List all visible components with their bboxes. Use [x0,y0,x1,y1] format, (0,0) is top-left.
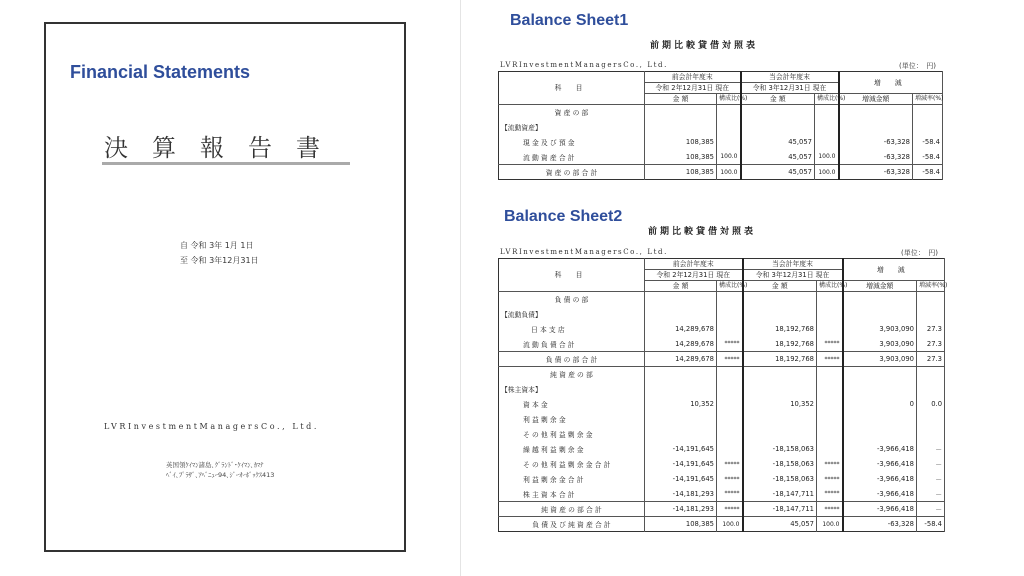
sheet1-header-curr-period: 当会計年度末 [741,72,839,83]
row-change-rate [913,120,943,135]
row-curr-ratio [817,397,843,412]
sheet2-header-change-amount: 増減金額 [843,281,917,292]
sheet2-header-curr-date: 令和 3年12月31日 現在 [743,270,843,281]
row-curr-amount: 45,057 [741,150,815,165]
row-change-amount: -63,328 [839,135,913,150]
row-item: 【株主資本】 [499,382,645,397]
row-item: 現 金 及 び 預 金 [499,135,645,150]
table-row [499,517,945,532]
row-curr-ratio: ***** [817,337,843,352]
row-prev-amount: 108,385 [645,135,717,150]
row-change-rate: 27.3 [917,337,945,352]
row-change-rate: -58.4 [913,165,943,180]
row-curr-ratio: 100.0 [817,517,843,532]
row-prev-ratio: ***** [717,337,743,352]
table-row [499,412,945,427]
row-change-rate: -58.4 [913,135,943,150]
row-curr-ratio [817,307,843,322]
sheet2-header-prev-date: 令和 2年12月31日 現在 [645,270,743,281]
row-prev-amount: 14,289,678 [645,352,717,367]
sheet2-unit: (単位： 円) [901,249,938,257]
sheet1-label: Balance Sheet1 [510,12,629,29]
row-curr-amount: -18,147,711 [743,487,817,502]
row-change-rate [917,427,945,442]
row-item: そ の 他 利 益 剰 余 金 合 計 [499,457,645,472]
row-change-amount: -63,328 [843,517,917,532]
sheet2-header-curr-amount: 金 額 [743,281,817,292]
row-prev-amount: -14,181,293 [645,487,717,502]
sheet1-header-change: 増 減 [839,72,943,94]
table-row [499,367,945,382]
row-curr-amount: 45,057 [741,165,815,180]
row-change-rate: 27.3 [917,352,945,367]
row-item: 純 資 産 の 部 [499,367,645,382]
row-curr-amount: 45,057 [743,517,817,532]
row-change-rate: -58.4 [913,150,943,165]
row-change-amount: -63,328 [839,165,913,180]
row-prev-ratio [717,135,741,150]
sheet1-header-curr-ratio: 構成比(%) [815,94,839,105]
row-prev-ratio [717,367,743,382]
table-row [499,322,945,337]
table-row [499,442,945,457]
sheet2-subtitle: 前期比較貸借対照表 [648,227,757,237]
row-prev-amount: 14,289,678 [645,322,717,337]
row-item: 純 資 産 の 部 合 計 [499,502,645,517]
row-change-rate [917,307,945,322]
table-row [499,487,945,502]
row-prev-ratio: ***** [717,352,743,367]
cover-company: LVRInvestmentManagersCo., Ltd. [104,422,320,431]
sheet1 [498,60,943,180]
sheet1-header-curr-amount: 金 額 [741,94,815,105]
row-change-amount: 3,903,090 [843,337,917,352]
sheet2-table [498,258,948,532]
row-curr-ratio: ***** [817,472,843,487]
row-change-amount [843,292,917,307]
row-change-amount [839,120,913,135]
row-curr-ratio [817,382,843,397]
table-row [499,382,945,397]
sheet2-header-prev-ratio: 構成比(%) [717,281,743,292]
row-prev-ratio [717,427,743,442]
row-item: 流 動 負 債 合 計 [499,337,645,352]
table-row [499,105,943,120]
cover-period: 自 令和 3年 1月 1日 至 令和 3年12月31日 [180,241,259,265]
row-curr-amount: 10,352 [743,397,817,412]
table-row [499,120,943,135]
row-prev-ratio [717,307,743,322]
sheet1-table-head [499,72,943,105]
row-curr-amount: 18,192,768 [743,337,817,352]
row-curr-amount: -18,158,063 [743,457,817,472]
sheet1-header-curr-date: 令和 3年12月31日 現在 [741,83,839,94]
row-change-rate: － [917,442,945,457]
table-row [499,352,945,367]
row-change-rate: － [917,502,945,517]
row-item: 利 益 剰 余 金 [499,412,645,427]
sheet2-table-head [499,259,948,292]
row-change-rate [917,367,945,382]
row-prev-ratio: ***** [717,472,743,487]
sheet1-header-change-rate: 増減率(%) [913,94,943,105]
row-curr-ratio [815,135,839,150]
row-prev-ratio: ***** [717,487,743,502]
row-change-rate [917,292,945,307]
cover-title-rule [102,162,350,165]
table-row [499,165,943,180]
row-curr-ratio [817,367,843,382]
sheet2-header-prev-period: 前会計年度末 [645,259,743,270]
row-curr-amount: 45,057 [741,135,815,150]
row-curr-ratio: ***** [817,487,843,502]
table-row [499,427,945,442]
row-change-amount: 0 [843,397,917,412]
cover-title: 決算報告書 [104,134,344,162]
row-curr-ratio: ***** [817,352,843,367]
row-prev-amount: 14,289,678 [645,337,717,352]
sheet2-header-prev-amount: 金 額 [645,281,717,292]
table-row [499,502,945,517]
row-prev-amount [645,307,717,322]
sheet1-table [498,71,943,180]
row-curr-amount [743,427,817,442]
row-curr-amount [743,382,817,397]
row-prev-amount: 10,352 [645,397,717,412]
row-curr-amount [743,412,817,427]
row-prev-ratio [717,322,743,337]
row-curr-ratio: ***** [817,457,843,472]
row-prev-amount: 108,385 [645,517,717,532]
row-prev-amount: -14,191,645 [645,442,717,457]
row-change-amount: -3,966,418 [843,502,917,517]
row-curr-ratio [817,292,843,307]
table-row [499,292,945,307]
sheet1-header-prev-date: 令和 2年12月31日 現在 [645,83,741,94]
row-prev-ratio [717,105,741,120]
table-row [499,457,945,472]
row-change-amount: -3,966,418 [843,442,917,457]
row-curr-amount [743,367,817,382]
row-item: 負 債 及 び 純 資 産 合 計 [499,517,645,532]
row-change-amount [843,307,917,322]
sheet2-header-change-rate: 増減率(%) [917,281,945,292]
row-prev-amount: -14,191,645 [645,457,717,472]
row-curr-ratio: 100.0 [815,150,839,165]
row-curr-amount: -18,158,063 [743,442,817,457]
table-row [499,135,943,150]
row-prev-amount [645,412,717,427]
table-row [499,307,945,322]
row-prev-amount: -14,181,293 [645,502,717,517]
row-item: 繰 越 利 益 剰 余 金 [499,442,645,457]
row-item: 日 本 支 店 [499,322,645,337]
row-item: 【流動負債】 [499,307,645,322]
row-prev-amount [645,367,717,382]
row-item: 株 主 資 本 合 計 [499,487,645,502]
row-prev-ratio: 100.0 [717,517,743,532]
sheet1-header-change-amount: 増減金額 [839,94,913,105]
row-item: そ の 他 利 益 剰 余 金 [499,427,645,442]
row-prev-ratio: ***** [717,502,743,517]
sheet2-label: Balance Sheet2 [504,208,623,225]
row-change-amount [843,382,917,397]
row-item: 流 動 資 産 合 計 [499,150,645,165]
row-prev-amount: 108,385 [645,165,717,180]
row-change-rate: － [917,472,945,487]
row-prev-ratio: 100.0 [717,150,741,165]
row-item: 負 債 の 部 [499,292,645,307]
row-prev-amount: 108,385 [645,150,717,165]
row-change-amount: -3,966,418 [843,457,917,472]
row-change-rate [917,382,945,397]
row-prev-amount [645,120,717,135]
row-curr-amount: 18,192,768 [743,352,817,367]
row-change-amount: -3,966,418 [843,487,917,502]
row-prev-amount [645,292,717,307]
sheet1-table-body [499,105,943,180]
row-prev-ratio: ***** [717,457,743,472]
row-change-amount: 3,903,090 [843,322,917,337]
row-curr-amount: -18,158,063 [743,472,817,487]
row-curr-ratio [817,412,843,427]
row-change-amount: 3,903,090 [843,352,917,367]
row-change-rate [913,105,943,120]
sheet1-header-prev-amount: 金 額 [645,94,717,105]
row-change-amount: -63,328 [839,150,913,165]
row-prev-ratio [717,382,743,397]
row-curr-amount [743,292,817,307]
row-change-amount: -3,966,418 [843,472,917,487]
row-change-amount [843,412,917,427]
cover-page [44,22,406,552]
sheet1-unit: (単位： 円) [899,62,936,70]
row-change-rate: 27.3 [917,322,945,337]
cover-label: Financial Statements [70,62,251,82]
row-change-rate: － [917,457,945,472]
sheet1-subtitle: 前期比較貸借対照表 [650,41,759,51]
sheet2 [498,247,948,532]
row-item: 負 債 の 部 合 計 [499,352,645,367]
row-curr-ratio [817,427,843,442]
row-prev-ratio [717,412,743,427]
row-change-amount [839,105,913,120]
row-curr-ratio [815,105,839,120]
table-row [499,397,945,412]
row-prev-ratio: 100.0 [717,165,741,180]
sheet2-company: LVRInvestmentManagersCo., Ltd. [500,248,668,256]
row-item: 資 産 の 部 合 計 [499,165,645,180]
row-curr-amount: -18,147,711 [743,502,817,517]
row-curr-ratio [817,442,843,457]
sheet2-table-body [499,292,945,532]
sheet2-header-curr-period: 当会計年度末 [743,259,843,270]
row-prev-amount: -14,191,645 [645,472,717,487]
row-item: 【流動資産】 [499,120,645,135]
cover-address: 英国領ｹｲﾏﾝ諸島､ｸﾞﾗﾝﾄﾞ･ｹｲﾏﾝ､ｶﾏﾅ ﾍﾞｲ､ﾌﾟﾗｻﾞ､ｱﾍﾞﾆｭｰ94､ｼﾞｰｵｰﾎﾞｯｸｽ413 [166,461,275,479]
table-row [499,472,945,487]
sheet1-company: LVRInvestmentManagersCo., Ltd. [500,61,668,69]
sheet2-header-item: 科 目 [499,259,645,292]
sheet1-header-prev-ratio: 構成比(%) [717,94,741,105]
row-item: 利 益 剰 余 金 合 計 [499,472,645,487]
page-divider [460,0,461,576]
row-change-amount [843,427,917,442]
row-change-rate: -58.4 [917,517,945,532]
row-item: 資 産 の 部 [499,105,645,120]
row-prev-ratio [717,292,743,307]
row-curr-ratio: 100.0 [815,165,839,180]
row-prev-amount [645,427,717,442]
row-change-rate: 0.0 [917,397,945,412]
row-prev-amount [645,105,717,120]
sheet1-header-prev-period: 前会計年度末 [645,72,741,83]
row-curr-amount [743,307,817,322]
row-item: 資 本 金 [499,397,645,412]
row-curr-amount [741,105,815,120]
row-curr-amount: 18,192,768 [743,322,817,337]
row-prev-ratio [717,442,743,457]
row-change-rate: － [917,487,945,502]
row-prev-amount [645,382,717,397]
row-curr-ratio [815,120,839,135]
sheet1-header-item: 科 目 [499,72,645,105]
sheet2-header-change: 増 減 [843,259,945,281]
row-curr-ratio [817,322,843,337]
row-change-amount [843,367,917,382]
row-prev-ratio [717,120,741,135]
sheet2-header-curr-ratio: 構成比(%) [817,281,843,292]
row-curr-amount [741,120,815,135]
row-prev-ratio [717,397,743,412]
row-curr-ratio: ***** [817,502,843,517]
table-row [499,150,943,165]
row-change-rate [917,412,945,427]
table-row [499,337,945,352]
